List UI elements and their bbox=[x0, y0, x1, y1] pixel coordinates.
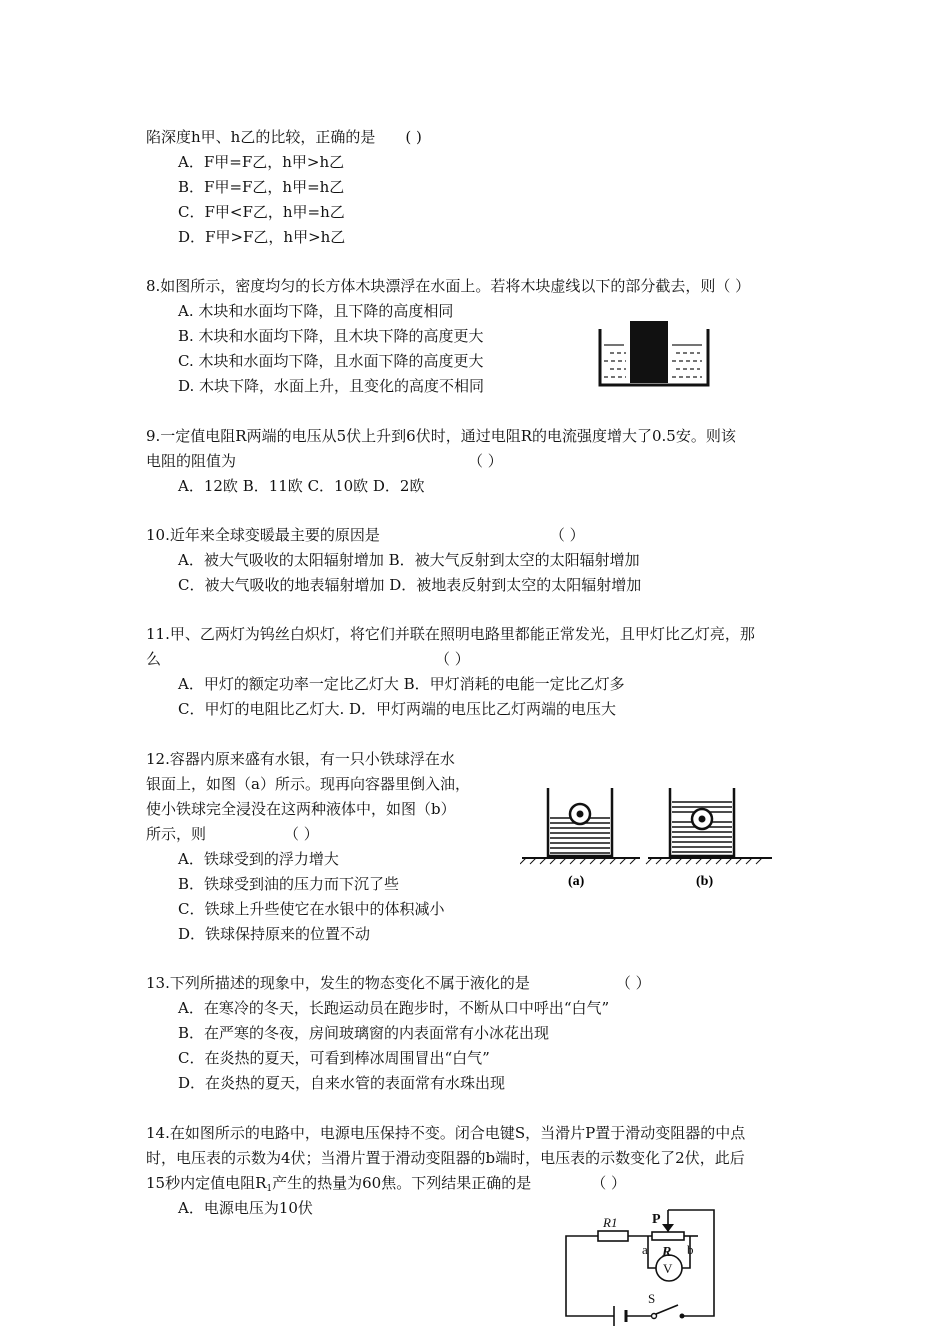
q8-option-b: B. 木块和水面均下降，且木块下降的高度更大 bbox=[178, 327, 484, 345]
q12-label-b: (b) bbox=[696, 874, 714, 889]
q14-line1: 14.在如图所示的电路中，电源电压保持不变。闭合电键S，当滑片P置于滑动变阻器的中点 bbox=[146, 1124, 746, 1142]
q14-label-b: b bbox=[687, 1242, 694, 1257]
q11-line1: 11.甲、乙两灯为钨丝白炽灯，将它们并联在照明电路里都能正常发光，且甲灯比乙灯亮，那 bbox=[146, 625, 755, 643]
q8-option-c: C. 木块和水面均下降，且水面下降的高度更大 bbox=[178, 352, 484, 370]
q13-option-b: B．在严寒的冬夜，房间玻璃窗的内表面常有小冰花出现 bbox=[178, 1024, 550, 1042]
q14-switch-s bbox=[656, 1305, 678, 1314]
q11-options-row1: A．甲灯的额定功率一定比乙灯大 B．甲灯消耗的电能一定比乙灯多 bbox=[178, 675, 625, 693]
q14-label-s: S bbox=[648, 1291, 656, 1306]
q9-options: A．12欧 B．11欧 C．10欧 D．2欧 bbox=[178, 477, 425, 495]
q12-option-d: D．铁球保持原来的位置不动 bbox=[178, 925, 371, 943]
q8-option-d: D. 木块下降，水面上升，且变化的高度不相同 bbox=[178, 377, 485, 395]
q7-option-d: D．F甲>F乙，h甲>h乙 bbox=[178, 228, 346, 246]
q12-line3: 使小铁球完全浸没在这两种液体中，如图（b） bbox=[146, 800, 456, 818]
q10-stem: 10.近年来全球变暖最主要的原因是 （ ） bbox=[146, 526, 585, 544]
q12-line4: 所示，则 （ ） bbox=[146, 825, 319, 843]
q14-label-p: P bbox=[652, 1212, 661, 1227]
q12-figure bbox=[520, 784, 782, 894]
q12-option-a: A．铁球受到的浮力增大 bbox=[178, 850, 339, 868]
q7-option-a: A．F甲=F乙，h甲>h乙 bbox=[178, 153, 345, 171]
q13-option-a: A．在寒冷的冬天，长跑运动员在跑步时，不断从口中呼出“白气” bbox=[178, 999, 610, 1017]
q12-label-a: (a) bbox=[568, 874, 585, 889]
q12-figure-a bbox=[520, 788, 640, 864]
q14-resistor-r1 bbox=[598, 1231, 628, 1241]
q8-wood-block bbox=[630, 321, 668, 383]
q7-option-c: C．F甲<F乙，h甲=h乙 bbox=[178, 203, 345, 221]
q14-label-v: V bbox=[663, 1261, 673, 1276]
q12-option-c: C．铁球上升些使它在水银中的体积减小 bbox=[178, 900, 445, 918]
q11-options-row2: C．甲灯的电阻比乙灯大. D．甲灯两端的电压比乙灯两端的电压大 bbox=[178, 700, 617, 718]
q7-option-b: B．F甲=F乙，h甲=h乙 bbox=[178, 178, 345, 196]
q10-options-row1: A．被大气吸收的太阳辐射增加 B．被大气反射到太空的太阳辐射增加 bbox=[178, 551, 640, 569]
q14-line2: 时，电压表的示数为4伏；当滑片置于滑动变阻器的b端时，电压表的示数变化了2伏，此后 bbox=[146, 1149, 745, 1167]
q14-option-a: A．电源电压为10伏 bbox=[178, 1199, 313, 1217]
q12-option-b: B．铁球受到油的压力而下沉了些 bbox=[178, 875, 400, 893]
q8-option-a: A. 木块和水面均下降，且下降的高度相同 bbox=[178, 302, 454, 320]
q12-line2: 银面上，如图（a）所示。现再向容器里倒入油， bbox=[146, 775, 470, 793]
q13-option-d: D．在炎热的夏天，自来水管的表面常有水珠出现 bbox=[178, 1074, 506, 1092]
q7-stem: 陷深度h甲、h乙的比较，正确的是 ( ) bbox=[146, 128, 422, 146]
q14-label-a: a bbox=[642, 1242, 648, 1257]
q8-stem: 8.如图所示，密度均匀的长方体木块漂浮在水面上。若将木块虚线以下的部分截去，则（ ） bbox=[146, 277, 751, 295]
q13-option-c: C．在炎热的夏天，可看到棒冰周围冒出“白气” bbox=[178, 1049, 490, 1067]
q12-figure-b bbox=[646, 788, 772, 864]
q14-circuit-diagram bbox=[556, 1206, 726, 1334]
q14-wires bbox=[566, 1210, 714, 1316]
q14-label-r1: R1 bbox=[603, 1215, 618, 1230]
q10-options-row2: C．被大气吸收的地表辐射增加 D．被地表反射到太空的太阳辐射增加 bbox=[178, 576, 642, 594]
q14-line3: 15秒内定值电阻$R_1$产生的热量为60焦。下列结果正确的是 （ ） bbox=[146, 1174, 626, 1194]
q14-label-r: R bbox=[662, 1245, 672, 1260]
q9-line2: 电阻的阻值为 （ ） bbox=[146, 452, 503, 470]
q14-rheostat-r bbox=[652, 1232, 684, 1240]
q11-line2: 么 （ ） bbox=[146, 650, 470, 668]
q12-line1: 12.容器内原来盛有水银，有一只小铁球浮在水 bbox=[146, 750, 455, 768]
q8-floating-block-figure bbox=[596, 315, 716, 391]
q9-line1: 9.一定值电阻R两端的电压从5伏上升到6伏时，通过电阻R的电流强度增大了0.5安。则该 bbox=[146, 427, 736, 445]
q13-stem: 13.下列所描述的现象中，发生的物态变化不属于液化的是 （ ） bbox=[146, 974, 651, 992]
